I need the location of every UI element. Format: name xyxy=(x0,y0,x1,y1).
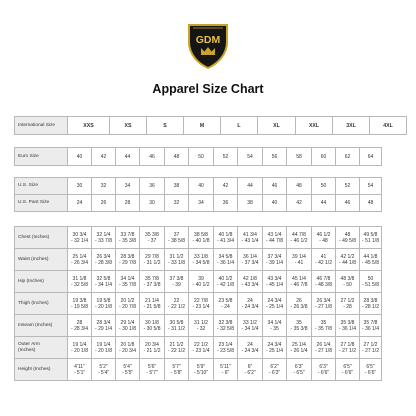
size-cell: 40 xyxy=(263,195,287,212)
measurement-cell: 31 1/2 - 32 xyxy=(189,315,214,337)
size-cell: 36 xyxy=(214,195,238,212)
size-cell: 36 xyxy=(140,178,165,195)
row-label: U.S. Size xyxy=(15,178,68,195)
size-cell: 3XL xyxy=(333,117,370,135)
size-cell: 30 xyxy=(140,195,165,212)
measurement-cell: 41 - 42 1/2 xyxy=(312,249,336,271)
measurement-cell: 21 1/2 - 22 1/2 xyxy=(165,337,189,359)
us-size-table xyxy=(14,177,382,212)
measurement-cell: 25 1/4 - 26 1/4 xyxy=(287,337,312,359)
size-cell: 30 xyxy=(68,178,92,195)
measurements-table xyxy=(14,226,382,381)
measurement-cell: 24 - 24 3/4 xyxy=(238,337,263,359)
measurement-cell: 49 5/8 - 51 1/8 xyxy=(360,227,382,249)
measurement-cell: 35 3/8 - 37 xyxy=(140,227,165,249)
size-cell: 48 xyxy=(360,195,382,212)
measurement-cell: 5'9" - 5'10" xyxy=(189,359,214,381)
size-cell: 34 xyxy=(116,178,140,195)
table-row xyxy=(15,315,382,337)
measurement-cell: 4'11" - 5'1" xyxy=(68,359,92,381)
measurement-cell: 44 7/8 - 46 1/2 xyxy=(287,227,312,249)
size-cell: 48 xyxy=(165,148,189,166)
measurement-cell: 29 7/8 - 31 1/2 xyxy=(140,249,165,271)
measurement-cell: 42 1/8 - 43 3/4 xyxy=(238,271,263,293)
row-label: Inseam (Inches) xyxy=(15,315,68,337)
measurement-cell: 35 7/8 - 36 1/4 xyxy=(360,315,382,337)
page-title: Apparel Size Chart xyxy=(152,82,264,96)
measurement-cell: 46 1/2 - 48 xyxy=(312,227,336,249)
measurement-cell: 34 1/4 - 35 xyxy=(263,315,287,337)
measurement-cell: 32 5/8 - 34 1/4 xyxy=(92,271,116,293)
size-cell: 44 xyxy=(238,178,263,195)
measurement-cell: 28 3/8 - 28 1/2 xyxy=(360,293,382,315)
measurement-cell: 28 3/4 - 29 1/4 xyxy=(92,315,116,337)
measurement-cell: 34 1/4 - 35 7/8 xyxy=(116,271,140,293)
row-label: Outer Arm (Inches) xyxy=(15,337,68,359)
measurement-cell: 23 1/4 - 23 5/8 xyxy=(214,337,238,359)
measurement-cell: 24 3/4 - 25 1/4 xyxy=(263,337,287,359)
measurement-cell: 36 1/4 - 37 3/4 xyxy=(238,249,263,271)
measurement-cell: 37 - 38 5/8 xyxy=(165,227,189,249)
measurement-cell: 35 7/8 - 37 3/8 xyxy=(140,271,165,293)
size-cell: 38 xyxy=(238,195,263,212)
logo-text: GDM xyxy=(195,34,221,46)
measurement-cell: 19 3/8 - 19 5/8 xyxy=(68,293,92,315)
size-cell: 44 xyxy=(312,195,336,212)
row-label: Hip (Inches) xyxy=(15,271,68,293)
size-cell: 24 xyxy=(68,195,92,212)
size-cell: XS xyxy=(110,117,147,135)
measurement-cell: 44 1/8 - 45 5/8 xyxy=(360,249,382,271)
row-label: Euro Size xyxy=(15,148,68,166)
measurement-cell: 28 3/8 - 29 7/8 xyxy=(116,249,140,271)
measurement-cell: 26 3/4 - 27 1/8 xyxy=(312,293,336,315)
measurement-cell: 35 - 35 3/8 xyxy=(287,315,312,337)
measurement-cell: 5'2" - 5'4" xyxy=(92,359,116,381)
measurement-cell: 5'11" - 6" xyxy=(214,359,238,381)
table-row xyxy=(15,178,382,195)
size-cell: XL xyxy=(258,117,296,135)
measurement-cell: 24 3/4 - 25 1/4 xyxy=(263,293,287,315)
measurement-cell: 26 3/4 - 28 3/8 xyxy=(92,249,116,271)
table-row xyxy=(15,195,382,212)
row-label: Chest (Inches) xyxy=(15,227,68,249)
measurement-cell: 28 - 28 3/4 xyxy=(68,315,92,337)
shield-logo-icon xyxy=(187,22,229,70)
size-cell: 46 xyxy=(336,195,360,212)
size-cell: 54 xyxy=(238,148,263,166)
measurement-cell: 34 5/8 - 36 1/4 xyxy=(214,249,238,271)
measurement-cell: 5'4" - 5'5" xyxy=(116,359,140,381)
measurement-cell: 6" - 6'2" xyxy=(238,359,263,381)
row-label: Height (Inches) xyxy=(15,359,68,381)
gdm-logo xyxy=(187,22,229,70)
measurement-cell: 31 1/2 - 33 1/8 xyxy=(165,249,189,271)
size-cell: 4XL xyxy=(370,117,407,135)
size-cell: 50 xyxy=(312,178,336,195)
measurement-cell: 23 5/8 - 24 xyxy=(214,293,238,315)
size-cell: 48 xyxy=(287,178,312,195)
size-cell: L xyxy=(221,117,258,135)
measurement-cell: 20 1/2 - 20 7/8 xyxy=(116,293,140,315)
size-cell: 42 xyxy=(92,148,116,166)
size-cell: 56 xyxy=(263,148,287,166)
row-label: Thigh (Inches) xyxy=(15,293,68,315)
measurement-cell: 41 3/4 - 43 1/4 xyxy=(238,227,263,249)
measurement-cell: 43 1/4 - 44 7/8 xyxy=(263,227,287,249)
measurement-cell: 35 3/8 - 36 1/4 xyxy=(336,315,360,337)
measurement-cell: 26 1/4 - 27 1/8 xyxy=(312,337,336,359)
euro-size-table xyxy=(14,147,382,166)
size-cell: 50 xyxy=(189,148,214,166)
measurement-cell: 20 1/8 - 20 3/4 xyxy=(116,337,140,359)
table-row xyxy=(15,337,382,359)
measurement-cell: 39 1/4 - 41 xyxy=(287,249,312,271)
measurement-cell: 31 1/8 - 32 5/8 xyxy=(68,271,92,293)
size-cell: 60 xyxy=(312,148,336,166)
measurement-cell: 33 7/8 - 35 3/8 xyxy=(116,227,140,249)
table-row xyxy=(15,293,382,315)
size-cell: 26 xyxy=(92,195,116,212)
measurement-cell: 39 - 40 1/2 xyxy=(189,271,214,293)
measurement-cell: 27 1/8 - 27 1/2 xyxy=(336,337,360,359)
size-cell: 42 xyxy=(214,178,238,195)
measurement-cell: 24 - 24 3/4 xyxy=(238,293,263,315)
measurement-cell: 40 1/2 - 42 1/8 xyxy=(214,271,238,293)
size-cell: 46 xyxy=(140,148,165,166)
size-cell: 32 xyxy=(165,195,189,212)
size-cell: 38 xyxy=(165,178,189,195)
measurement-cell: 46 7/8 - 48 3/8 xyxy=(312,271,336,293)
measurement-cell: 42 1/2 - 44 1/8 xyxy=(336,249,360,271)
measurement-cell: 32 3/8 - 32 5/8 xyxy=(214,315,238,337)
measurement-cell: 29 1/4 - 30 1/8 xyxy=(116,315,140,337)
size-cell: 64 xyxy=(360,148,382,166)
measurement-cell: 20 3/4 - 21 1/2 xyxy=(140,337,165,359)
measurement-cell: 50 - 51 5/8 xyxy=(360,271,382,293)
size-cell: 46 xyxy=(263,178,287,195)
measurement-cell: 19 1/4 - 20 1/8 xyxy=(92,337,116,359)
row-label: Waist (Inches) xyxy=(15,249,68,271)
measurement-cell: 30 5/8 - 31 1/2 xyxy=(165,315,189,337)
measurement-cell: 33 1/8 - 34 5/8 xyxy=(189,249,214,271)
size-cell: 40 xyxy=(189,178,214,195)
size-cell: 42 xyxy=(287,195,312,212)
measurement-cell: 25 1/4 - 26 3/4 xyxy=(68,249,92,271)
size-cell: XXS xyxy=(68,117,110,135)
size-cell: M xyxy=(184,117,221,135)
row-label: U.S. Pant Size xyxy=(15,195,68,212)
euro-size-row xyxy=(15,148,382,166)
size-cell: 52 xyxy=(214,148,238,166)
measurement-cell: 22 1/2 - 23 1/4 xyxy=(189,337,214,359)
measurement-cell: 21 1/4 - 21 5/8 xyxy=(140,293,165,315)
table-row xyxy=(15,249,382,271)
table-row xyxy=(15,271,382,293)
size-cell: 34 xyxy=(189,195,214,212)
size-cell: 52 xyxy=(336,178,360,195)
measurement-cell: 5'7" - 5'8" xyxy=(165,359,189,381)
measurement-cell: 6'5" - 6'6" xyxy=(336,359,360,381)
measurement-cell: 19 5/8 - 20 1/8 xyxy=(92,293,116,315)
measurement-cell: 6'5" - 6'6" xyxy=(360,359,382,381)
measurement-cell: 27 1/2 - 27 1/2 xyxy=(360,337,382,359)
measurement-cell: 6'2" - 6'3" xyxy=(263,359,287,381)
measurement-cell: 35 - 35 7/8 xyxy=(312,315,336,337)
measurement-cell: 37 3/8 - 39 xyxy=(165,271,189,293)
size-cell: 54 xyxy=(360,178,382,195)
size-cell: S xyxy=(147,117,184,135)
measurement-cell: 19 1/4 - 20 1/8 xyxy=(68,337,92,359)
size-cell: 32 xyxy=(92,178,116,195)
size-cell: XXL xyxy=(296,117,333,135)
international-size-table xyxy=(14,116,407,135)
measurement-cell: 22 7/8 - 23 1/4 xyxy=(189,293,214,315)
size-cell: 28 xyxy=(116,195,140,212)
table-row xyxy=(15,227,382,249)
measurement-cell: 45 1/4 - 46 7/8 xyxy=(287,271,312,293)
row-label: International Size xyxy=(15,117,68,135)
measurement-cell: 30 1/8 - 30 5/8 xyxy=(140,315,165,337)
size-cell: 44 xyxy=(116,148,140,166)
measurement-cell: 37 3/4 - 39 1/4 xyxy=(263,249,287,271)
measurement-cell: 33 1/2 - 34 1/4 xyxy=(238,315,263,337)
measurement-cell: 32 1/4 - 33 7/8 xyxy=(92,227,116,249)
international-size-row xyxy=(15,117,407,135)
measurement-cell: 27 1/2 - 28 xyxy=(336,293,360,315)
measurement-cell: 48 3/8 - 50 xyxy=(336,271,360,293)
measurement-cell: 6'3" - 6'6" xyxy=(312,359,336,381)
size-cell: 58 xyxy=(287,148,312,166)
measurement-cell: 43 3/4 - 45 1/4 xyxy=(263,271,287,293)
measurement-cell: 38 5/8 - 40 1/8 xyxy=(189,227,214,249)
measurement-cell: 5'6" - 5'7" xyxy=(140,359,165,381)
measurement-cell: 40 1/8 - 41 3/4 xyxy=(214,227,238,249)
measurement-cell: 30 3/4 - 32 1/4 xyxy=(68,227,92,249)
measurement-cell: 6'3" - 6'5" xyxy=(287,359,312,381)
measurement-cell: 48 - 49 5/8 xyxy=(336,227,360,249)
measurement-cell: 22 - 22 1/2 xyxy=(165,293,189,315)
measurement-cell: 26 - 26 3/8 xyxy=(287,293,312,315)
size-cell: 40 xyxy=(68,148,92,166)
size-cell: 62 xyxy=(336,148,360,166)
table-row xyxy=(15,359,382,381)
